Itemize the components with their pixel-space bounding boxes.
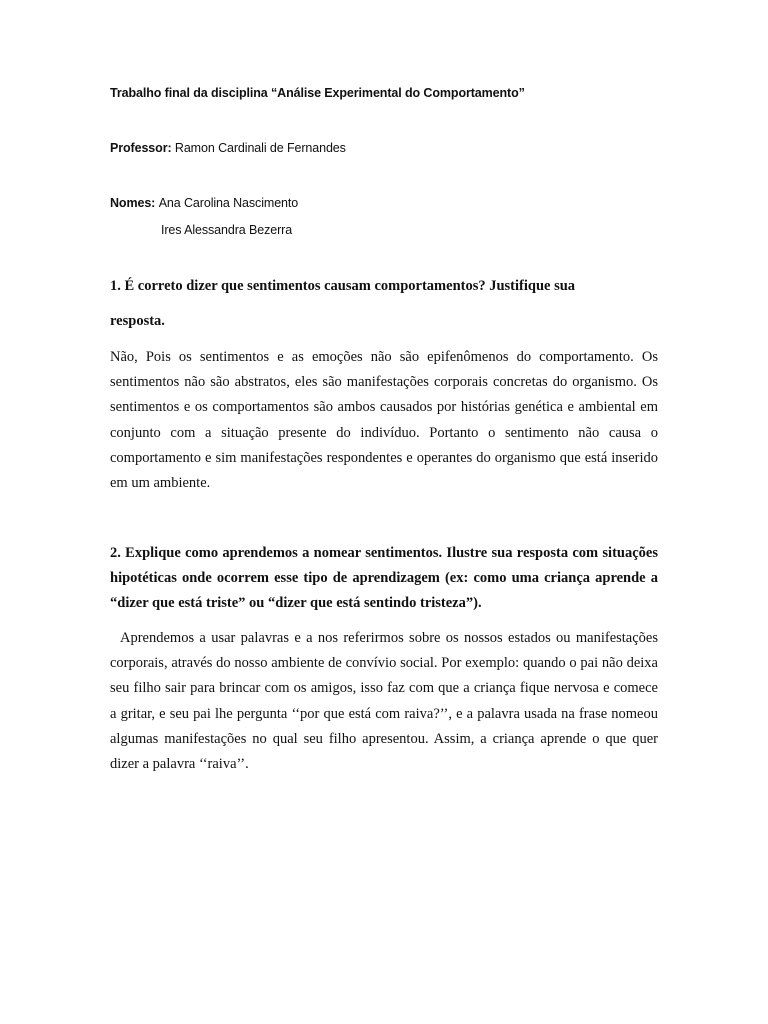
names-line: [110, 196, 298, 210]
answer-2: Aprendemos a usar palavras e a nos referirmos sobre os nossos estados ou manifestações corporais, através do nosso ambiente de convívio social. Por exemplo: quando o pai não deixa seu filho sair para brincar com os amigos, isso faz com que a criança fique nervosa e comece a gritar, e seu pai lhe pergunta ‘‘por que está com raiva?’’, e a palavra usada na frase nomeou algumas manifestações no qual seu filho apresentou. Assim, a criança aprende o que quer dizer a palavra ‘‘raiva’’.: [110, 630, 658, 773]
professor-label: Professor:: [110, 141, 172, 155]
student-name-1: Ana Carolina Nascimento: [158, 196, 299, 210]
answer-1: Não, Pois os sentimentos e as emoções não são epifenômenos do comportamento. Os sentimentos não são abstratos, eles são manifestações corporais concretas do organismo. Os sentimentos e os comportamentos são ambos causados por histórias genética e ambiental em conjunto com a situação presente do indivíduo. Portanto o sentimento não causa o comportamento e sim manifestações respondentes e operantes do organismo que está inserido em um ambiente.: [110, 349, 658, 492]
names-label: Nomes:: [110, 196, 156, 210]
question-1-line-2: resposta.: [110, 313, 165, 329]
question-1-line-1: 1. É correto dizer que sentimentos causam comportamentos? Justifique sua: [110, 278, 576, 294]
question-2: 2. Explique como aprendemos a nomear sentimentos. Ilustre sua resposta com situações hipotéticas onde ocorrem esse tipo de aprendizagem (ex: como uma criança aprende a “dizer que está triste” ou “dizer que está sentindo tristeza”).: [110, 545, 658, 611]
professor-name: Ramon Cardinali de Fernandes: [174, 141, 346, 155]
document-title: Trabalho final da disciplina “Análise Experimental do Comportamento”: [110, 86, 525, 100]
student-name-2: Ires Alessandra Bezerra: [161, 223, 293, 237]
professor-line: [110, 141, 346, 155]
